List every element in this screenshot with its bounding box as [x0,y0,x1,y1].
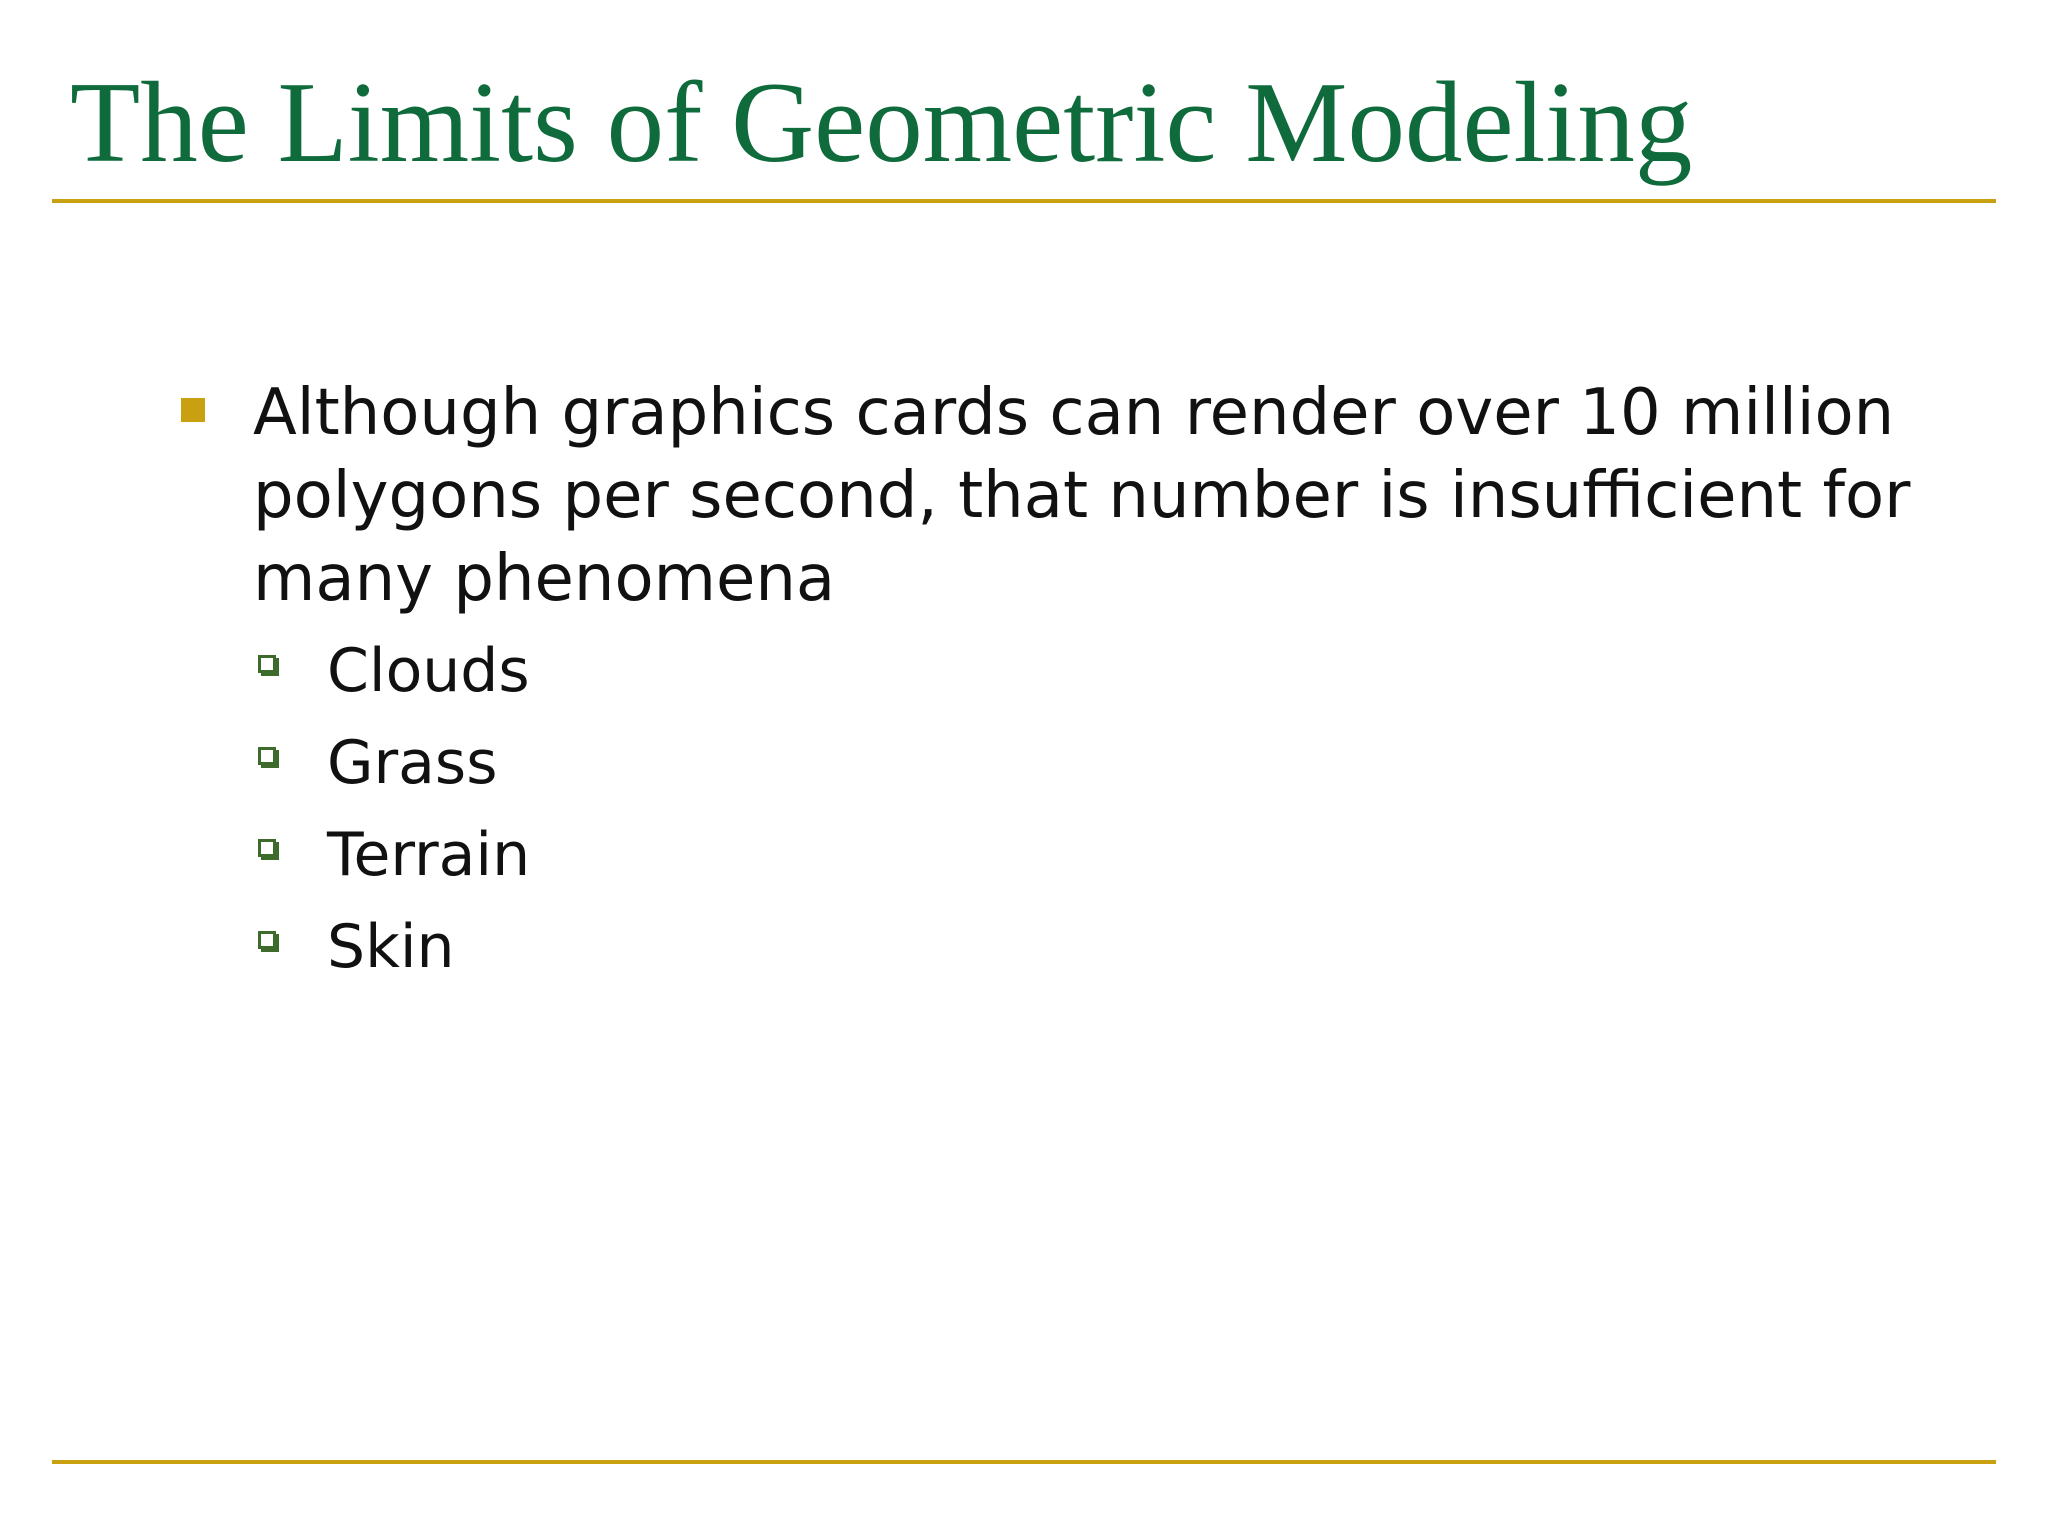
sub-bullet-list [0,625,2048,993]
bullet-text: Although graphics cards can render over 10 million polygons per second, that number is insufficient for many phenomena [253,376,1911,616]
title-divider [52,199,1996,203]
hollow-square-icon [258,747,276,765]
hollow-square-icon [258,839,276,857]
footer-divider [52,1460,1996,1464]
sub-bullet-text: Terrain [327,820,531,890]
sub-bullet-text: Skin [327,912,455,982]
sub-bullet-item [0,625,2048,717]
slide-title: The Limits of Geometric Modeling [70,59,1693,186]
slide-content [0,372,2048,993]
sub-bullet-item [0,901,2048,993]
bullet-item [0,372,1963,621]
sub-bullet-text: Clouds [327,636,530,706]
sub-bullet-text: Grass [327,728,498,798]
sub-bullet-item [0,717,2048,809]
sub-bullet-item [0,809,2048,901]
filled-square-icon [181,398,205,422]
hollow-square-icon [258,931,276,949]
hollow-square-icon [258,655,276,673]
